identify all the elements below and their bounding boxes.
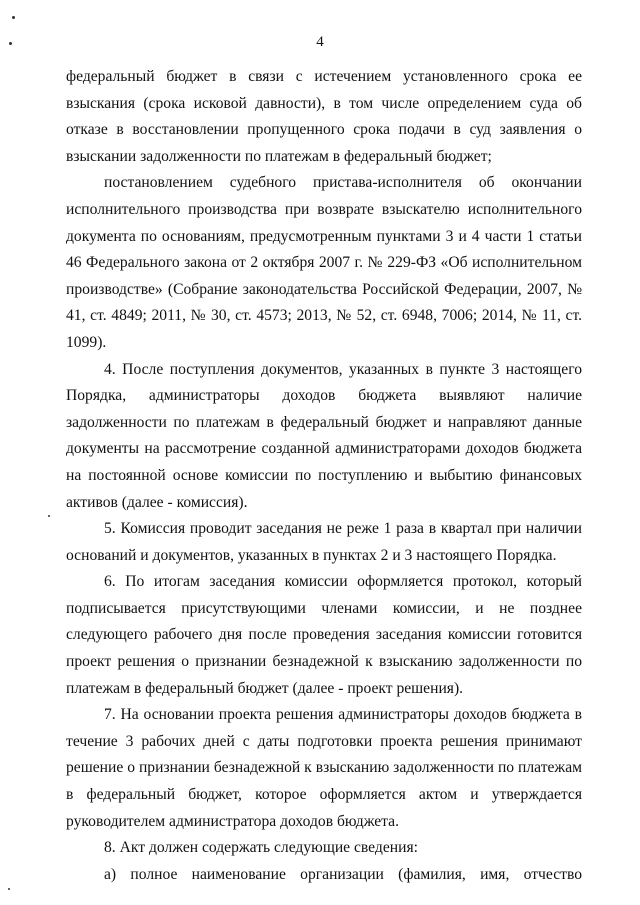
document-body (66, 64, 582, 888)
scan-speck (8, 888, 10, 890)
paragraph-item-4: 4. После поступления документов, указанных в пункте 3 настоящего Порядка, администраторы доходов бюджета выявляют наличие задолженности по платежам в федеральный бюджет и направляют данные документы на рассмотрение созданной администраторами доходов бюджета на постоянной основе комиссии по поступлению и выбытию финансовых активов (далее - комиссия). (66, 360, 582, 511)
scan-speck (12, 16, 15, 19)
paragraph-item-6: 6. По итогам заседания комиссии оформляется протокол, который подписывается присутствующими членами комиссии, и не позднее следующего рабочего дня после проведения заседания комиссии готовится проект решения о признании безнадежной к взысканию задолженности по платежам в федеральный бюджет (далее - проект решения). (66, 573, 582, 697)
paragraph-1: федеральный бюджет в связи с истечением установленного срока ее взыскания (срока исковой давности), в том числе определением суда об отказе в восстановлении пропущенного срока подачи в суд заявления о взыскании задолженности по платежам в федеральный бюджет; (66, 68, 582, 165)
page-number: 4 (316, 34, 324, 50)
paragraph-item-8a: а) полное наименование организации (фамилия, имя, отчество (104, 865, 582, 883)
paragraph-item-8: 8. Акт должен содержать следующие сведения: (104, 839, 418, 857)
paragraph-item-5: 5. Комиссия проводит заседания не реже 1 раза в квартал при наличии оснований и документов, указанных в пунктах 2 и 3 настоящего Порядка. (66, 520, 582, 564)
scan-speck (9, 42, 12, 45)
paragraph-2: постановлением судебного пристава-исполнителя об окончании исполнительного производства при возврате взыскателю исполнительного документа по основаниям, предусмотренным пунктами 3 и 4 части 1 статьи 46 Федерального закона от 2 октября 2007 г. № 229-ФЗ «Об исполнительном производстве» (Собрание законодательства Российской Федерации, 2007, № 41, ст. 4849; 2011, № 30, ст. 4573; 2013, № 52, ст. 6948, 7006; 2014, № 11, ст. 1099). (66, 174, 582, 351)
paragraph-item-7: 7. На основании проекта решения администраторы доходов бюджета в течение 3 рабочих дней с даты подготовки проекта решения принимают решение о признании безнадежной к взысканию задолженности по платежам в федеральный бюджет, которое оформляется актом и утверждается руководителем администратора доходов бюджета. (66, 706, 582, 830)
scan-speck (48, 515, 50, 517)
